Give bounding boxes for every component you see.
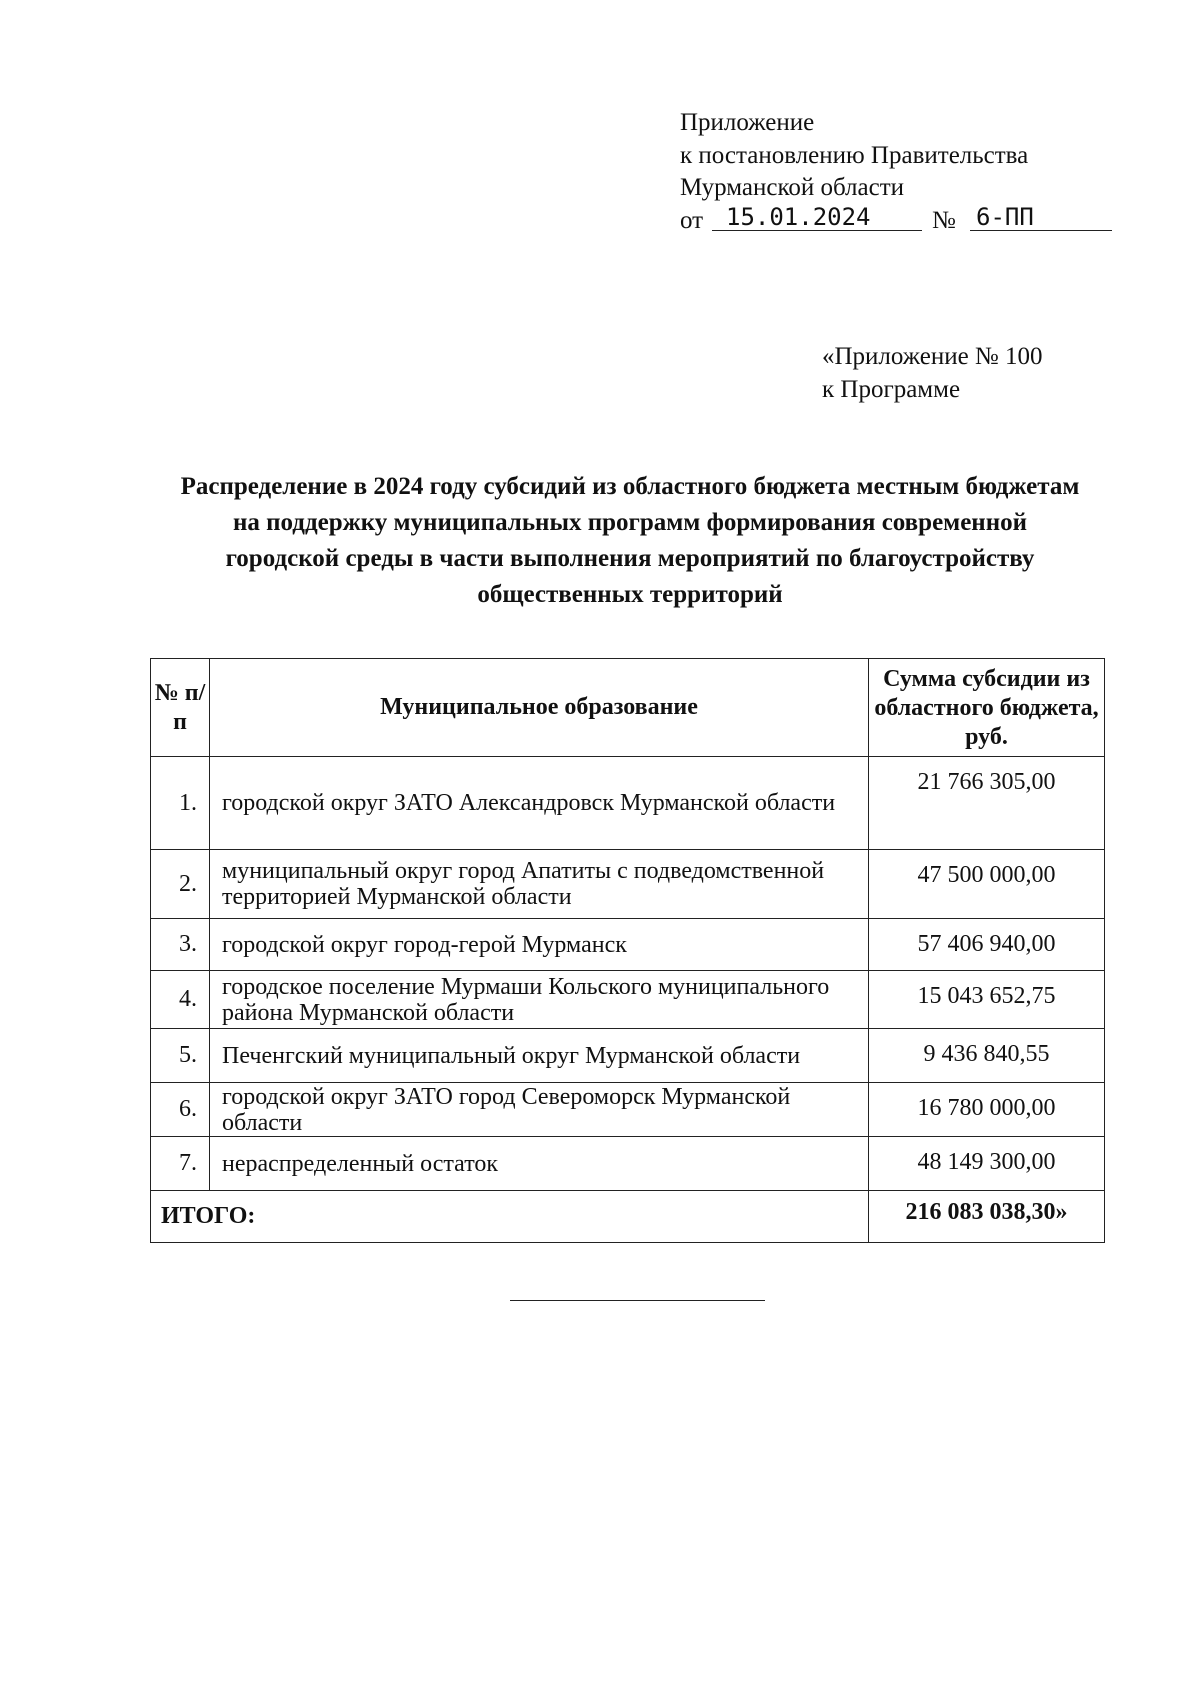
annex-program: к Программе bbox=[822, 375, 961, 403]
row-sum: 16 780 000,00 bbox=[869, 1083, 1105, 1137]
subsidy-table bbox=[150, 658, 1105, 1243]
table-row bbox=[151, 919, 1105, 971]
row-sum: 21 766 305,00 bbox=[869, 757, 1105, 850]
header-sum: Сумма субсидии из областного бюджета, руб. bbox=[869, 659, 1105, 757]
row-number: 5. bbox=[151, 1029, 210, 1083]
row-sum: 47 500 000,00 bbox=[869, 850, 1105, 919]
row-municipality: городской округ ЗАТО город Североморск Мурманской области bbox=[210, 1083, 869, 1137]
row-municipality: муниципальный округ город Апатиты с подведомственной территорией Мурманской области bbox=[210, 850, 869, 919]
header-no: № п/п bbox=[151, 659, 210, 757]
row-number: 6. bbox=[151, 1083, 210, 1137]
row-municipality: городское поселение Мурмаши Кольского муниципального района Мурманской области bbox=[210, 971, 869, 1029]
annex-number: «Приложение № 100 bbox=[822, 343, 1043, 370]
row-number: 3. bbox=[151, 919, 210, 971]
resolution-date: 15.01.2024 bbox=[712, 201, 922, 231]
table-header-row bbox=[151, 659, 1105, 757]
resolution-number: 6-ПП bbox=[970, 201, 1112, 231]
resolution-reference: к постановлению Правительства bbox=[680, 141, 1029, 169]
table-row bbox=[151, 971, 1105, 1029]
number-label: № bbox=[932, 206, 956, 234]
region-name: Мурманской области bbox=[680, 174, 905, 201]
appendix-header bbox=[680, 107, 1034, 239]
table-row bbox=[151, 1083, 1105, 1137]
row-number: 4. bbox=[151, 971, 210, 1029]
total-label: ИТОГО: bbox=[151, 1191, 869, 1243]
table-row bbox=[151, 1137, 1105, 1191]
closing-rule bbox=[510, 1300, 765, 1301]
appendix-label: Приложение bbox=[680, 109, 815, 136]
row-number: 7. bbox=[151, 1137, 210, 1191]
program-annex-header bbox=[822, 341, 1043, 406]
total-row bbox=[151, 1191, 1105, 1243]
row-number: 2. bbox=[151, 850, 210, 919]
document-title: Распределение в 2024 году субсидий из областного бюджета местным бюджетам на поддержку муниципальных программ формирования современной городской среды в части выполнения мероприятий по благоустройству общественных территорий bbox=[180, 473, 1080, 608]
row-municipality: Печенгский муниципальный округ Мурманской области bbox=[210, 1029, 869, 1083]
order-line bbox=[680, 202, 1034, 239]
header-municipality: Муниципальное образование bbox=[210, 659, 869, 757]
row-sum: 15 043 652,75 bbox=[869, 971, 1105, 1029]
table-row bbox=[151, 757, 1105, 850]
table-row bbox=[151, 850, 1105, 919]
table-row bbox=[151, 1029, 1105, 1083]
row-sum: 48 149 300,00 bbox=[869, 1137, 1105, 1191]
row-municipality: городской округ город-герой Мурманск bbox=[210, 919, 869, 971]
row-sum: 57 406 940,00 bbox=[869, 919, 1105, 971]
total-sum: 216 083 038,30» bbox=[869, 1191, 1105, 1243]
row-municipality: нераспределенный остаток bbox=[210, 1137, 869, 1191]
row-sum: 9 436 840,55 bbox=[869, 1029, 1105, 1083]
row-municipality: городской округ ЗАТО Александровск Мурманской области bbox=[210, 757, 869, 850]
row-number: 1. bbox=[151, 757, 210, 850]
from-label: от bbox=[680, 206, 704, 234]
